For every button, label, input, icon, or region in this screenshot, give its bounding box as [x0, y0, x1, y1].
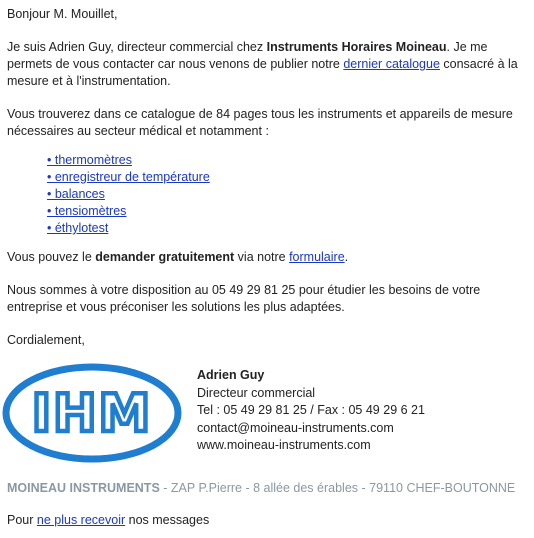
signature-block [7, 363, 529, 463]
request-text-2: via notre [234, 250, 290, 264]
footer-address [7, 480, 515, 497]
catalogue-paragraph: Vous trouverez dans ce catalogue de 84 pages tous les instruments et appareils de mesure nécessaires au secteur médical et notamment : [7, 107, 513, 138]
signature-phone-fax: Tel : 05 49 29 81 25 / Fax : 05 49 29 6 21 [197, 403, 425, 417]
email-body [7, 6, 529, 463]
intro-text-2: . Je me permets de vous contacter car nous venons de publier notre [7, 40, 488, 71]
list-item [47, 203, 529, 220]
footer-company-name: MOINEAU INSTRUMENTS [7, 481, 160, 495]
closing: Cordialement, [7, 333, 85, 347]
unsubscribe-text-2: nos messages [125, 513, 210, 527]
signature-email: contact@moineau-instruments.com [197, 420, 394, 435]
signature-details [197, 367, 425, 455]
list-item [47, 186, 529, 203]
logo-text: IHM [31, 384, 153, 444]
unsubscribe-line [7, 512, 209, 529]
list-item [47, 220, 529, 237]
request-text-3: . [344, 250, 349, 264]
form-link[interactable]: formulaire [289, 250, 345, 264]
request-bold: demander gratuitement [95, 250, 235, 264]
request-paragraph [7, 249, 529, 266]
unsubscribe-text-1: Pour [7, 513, 37, 527]
product-list [47, 152, 529, 237]
request-text-1: Vous pouvez le [7, 250, 96, 264]
signature-name: Adrien Guy [197, 368, 265, 382]
intro-paragraph [7, 39, 529, 90]
intro-text-1: Je suis Adrien Guy, directeur commercial chez [7, 40, 267, 54]
ihm-logo [2, 363, 182, 463]
company-name-bold: Instruments Horaires Moineau [266, 40, 447, 54]
greeting: Bonjour M. Mouillet, [7, 7, 118, 21]
unsubscribe-link[interactable]: ne plus recevoir [36, 513, 126, 527]
catalogue-link[interactable]: dernier catalogue [343, 57, 440, 71]
product-link-tensiometres[interactable]: • tensiomètres [47, 204, 127, 218]
product-link-enregistreur[interactable]: • enregistreur de température [47, 170, 210, 184]
product-link-ethylotest[interactable]: • éthylotest [47, 221, 109, 235]
intro-text-3: consacré à la mesure et à l'instrumentation. [7, 57, 518, 88]
signature-website: www.moineau-instruments.com [197, 438, 371, 452]
signature-title: Directeur commercial [197, 385, 316, 400]
footer-address-text: - ZAP P.Pierre - 8 allée des érables - 79110 CHEF-BOUTONNE [159, 481, 516, 495]
list-item [47, 169, 529, 186]
product-link-balances[interactable]: • balances [47, 187, 105, 201]
list-item [47, 152, 529, 169]
contact-paragraph: Nous sommes à votre disposition au 05 49 29 81 25 pour étudier les besoins de votre entreprise et vous préconiser les solutions les plus adaptées. [7, 283, 481, 314]
product-link-thermometres[interactable]: • thermomètres [47, 153, 132, 167]
